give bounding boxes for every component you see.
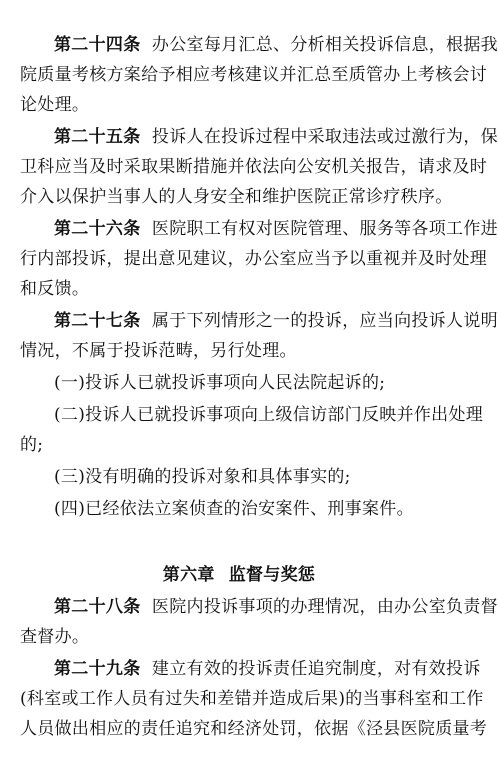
list-item	[20, 462, 458, 492]
chapter-title: 监督与奖惩	[228, 565, 316, 585]
article-text: 建立有效的投诉责任追究制度，对有效投诉	[151, 659, 481, 679]
article-text: 属于下列情形之一的投诉，应当向投诉人说明	[151, 311, 498, 331]
article-line: 卫科应当及时采取果断措施并依法向公安机关报告，请求及时	[20, 157, 488, 177]
article-line: 查督办。	[20, 627, 90, 647]
article-line: 和反馈。	[20, 279, 90, 299]
article-24	[20, 30, 498, 120]
article-text: 医院内投诉事项的办理情况，由办公室负责督	[151, 597, 498, 617]
article-number: 第二十四条	[54, 35, 141, 55]
list-item-line: (二)投诉人已就投诉事项向上级信访部门反映并作出处理	[54, 405, 484, 425]
article-line: 行内部投诉，提出意见建议，办公室应当予以重视并及时处理	[20, 249, 488, 269]
article-text: 投诉人在投诉过程中采取违法或过激行为，保	[151, 127, 498, 147]
article-line	[20, 654, 481, 684]
article-line: 院质量考核方案给予相应考核建议并汇总至质管办上考核会讨	[20, 65, 488, 85]
list-item	[20, 368, 458, 398]
article-line	[20, 122, 498, 152]
list-item-line: (三)没有明确的投诉对象和具体事实的;	[54, 467, 351, 487]
article-line	[20, 592, 498, 622]
article-27	[20, 306, 498, 366]
article-line	[20, 214, 498, 244]
article-25	[20, 122, 498, 212]
article-text: 医院职工有权对医院管理、服务等各项工作进	[151, 219, 498, 239]
article-line: 人员做出相应的责任追究和经济处罚，依据《泾县医院质量考	[20, 719, 488, 739]
list-item	[20, 400, 484, 460]
chapter-number: 第六章	[162, 565, 215, 585]
chapter-heading	[20, 560, 458, 590]
article-line: 情况，不属于投诉范畴，另行处理。	[20, 341, 297, 361]
article-29	[20, 654, 488, 744]
article-line	[20, 30, 498, 60]
article-line: (科室或工作人员有过失和差错并造成后果)的当事科室和工作	[20, 689, 484, 709]
article-text: 办公室每月汇总、分析相关投诉信息，根据我	[151, 35, 498, 55]
list-item-line: (一)投诉人已就投诉事项向人民法院起诉的;	[54, 373, 386, 393]
article-number: 第二十八条	[54, 597, 141, 617]
list-item	[20, 494, 458, 524]
list-item-line: 的;	[20, 435, 44, 455]
article-number: 第二十七条	[54, 311, 141, 331]
article-28	[20, 592, 498, 652]
article-26	[20, 214, 498, 304]
article-line: 介入以保护当事人的人身安全和维护医院正常诊疗秩序。	[20, 187, 453, 207]
article-number: 第二十九条	[54, 659, 141, 679]
article-number: 第二十五条	[54, 127, 141, 147]
article-number: 第二十六条	[54, 219, 141, 239]
article-line	[20, 306, 498, 336]
list-item-line: (四)已经依法立案侦查的治安案件、刑事案件。	[54, 499, 414, 519]
article-line: 论处理。	[20, 95, 90, 115]
